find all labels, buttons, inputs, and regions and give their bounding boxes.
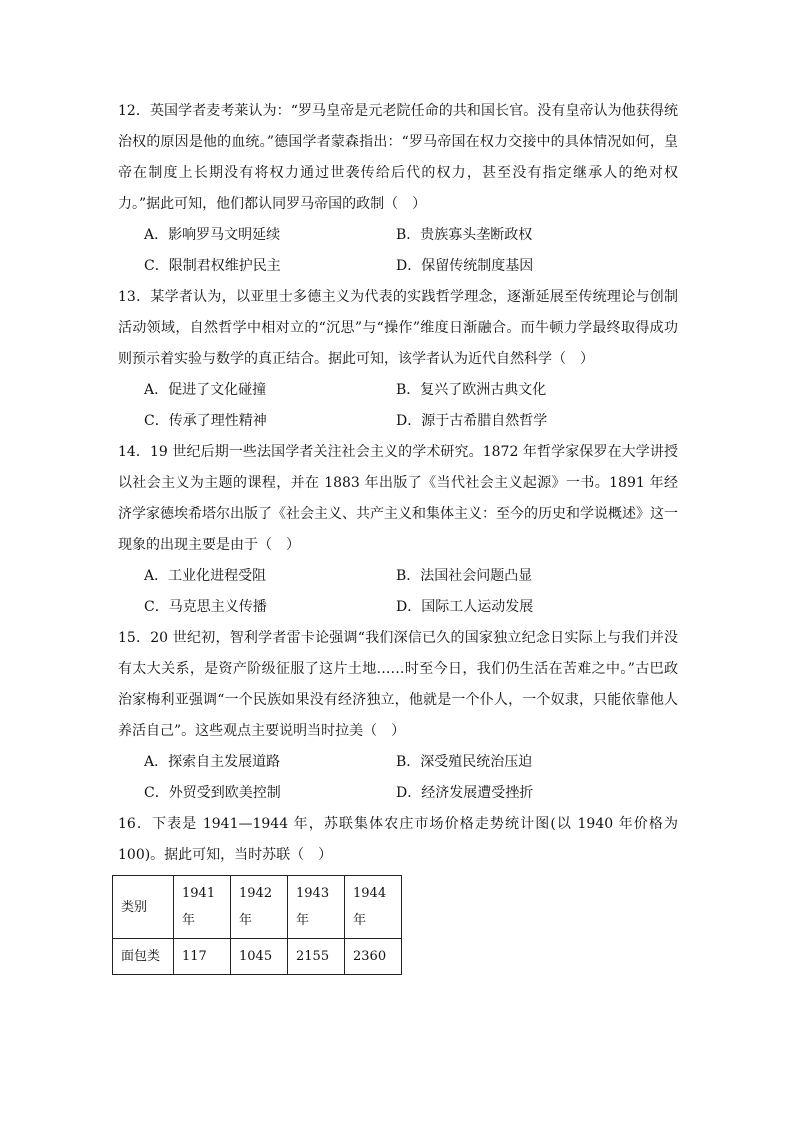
table-header-row [113, 876, 402, 939]
table-cell: 面包类 [113, 939, 174, 975]
question-16 [118, 809, 678, 975]
option-c: C．限制君权维护民主 [144, 258, 281, 274]
options [144, 220, 678, 282]
option-d: D．国际工人运动发展 [396, 599, 534, 615]
option-c: C．马克思主义传播 [144, 599, 267, 615]
option-c: C．外贸受到欧美控制 [144, 785, 281, 801]
option-a: A．工业化进程受阻 [144, 568, 267, 584]
options [144, 561, 678, 623]
option-b: B．贵族寡头垄断政权 [396, 227, 533, 243]
price-table [112, 875, 402, 975]
question-13 [118, 282, 678, 437]
table-header-cell: 类别 [113, 876, 174, 939]
table-header-cell: 1944 年 [345, 876, 402, 939]
option-c: C．传承了理性精神 [144, 413, 267, 429]
table-row [113, 939, 402, 975]
option-b: B．深受殖民统治压迫 [396, 754, 533, 770]
question-text: 14．19 世纪后期一些法国学者关注社会主义的学术研究。1872 年哲学家保罗在大学讲授以社会主义为主题的课程，并在 1883 年出版了《当代社会主义起源》一书。1891 年经济学家德埃希塔尔出版了《社会主义、共产主义和集体主义：至今的历史和学说概述》这一现象的出现主要是由于（ ） [118, 444, 678, 553]
option-d: D．源于古希腊自然哲学 [396, 413, 548, 429]
table-header-cell: 1941 年 [174, 876, 231, 939]
table-cell: 2155 [288, 939, 345, 975]
question-14 [118, 437, 678, 623]
option-a: A．影响罗马文明延续 [144, 227, 281, 243]
option-d: D．经济发展遭受挫折 [396, 785, 534, 801]
option-a: A．促进了文化碰撞 [144, 382, 267, 398]
options [144, 747, 678, 809]
option-b: B．法国社会问题凸显 [396, 568, 533, 584]
table-cell: 2360 [345, 939, 402, 975]
table-cell: 1045 [231, 939, 288, 975]
question-sheet [118, 96, 678, 975]
table-header-cell: 1942 年 [231, 876, 288, 939]
option-a: A．探索自主发展道路 [144, 754, 281, 770]
question-12 [118, 96, 678, 282]
question-text: 16．下表是 1941—1944 年，苏联集体农庄市场价格走势统计图(以 1940 年价格为 100)。据此可知，当时苏联（ ） [118, 816, 678, 863]
options [144, 375, 678, 437]
question-text: 12．英国学者麦考莱认为：“罗马皇帝是元老院任命的共和国长官。没有皇帝认为他获得统治权的原因是他的血统。”德国学者蒙森指出：“罗马帝国在权力交接中的具体情况如何，皇帝在制度上长期没有将权力通过世袭传给后代的权力，甚至没有指定继承人的绝对权力。”据此可知，他们都认同罗马帝国的政制（ ） [118, 103, 678, 212]
question-15 [118, 623, 678, 809]
question-text: 15．20 世纪初，智利学者雷卡论强调“我们深信已久的国家独立纪念日实际上与我们并没有太大关系，是资产阶级征服了这片土地……时至今日，我们仍生活在苦难之中。”古巴政治家梅利亚强调“一个民族如果没有经济独立，他就是一个仆人，一个奴隶，只能依靠他人养活自己”。这些观点主要说明当时拉美（ ） [118, 630, 678, 739]
table-header-cell: 1943 年 [288, 876, 345, 939]
question-text: 13．某学者认为，以亚里士多德主义为代表的实践哲学理念，逐渐延展至传统理论与创制活动领域，自然哲学中相对立的“沉思”与“操作”维度日渐融合。而牛顿力学最终取得成功则预示着实验与数学的真正结合。据此可知，该学者认为近代自然科学（ ） [118, 289, 678, 367]
option-b: B．复兴了欧洲古典文化 [396, 382, 547, 398]
option-d: D．保留传统制度基因 [396, 258, 534, 274]
table-cell: 117 [174, 939, 231, 975]
